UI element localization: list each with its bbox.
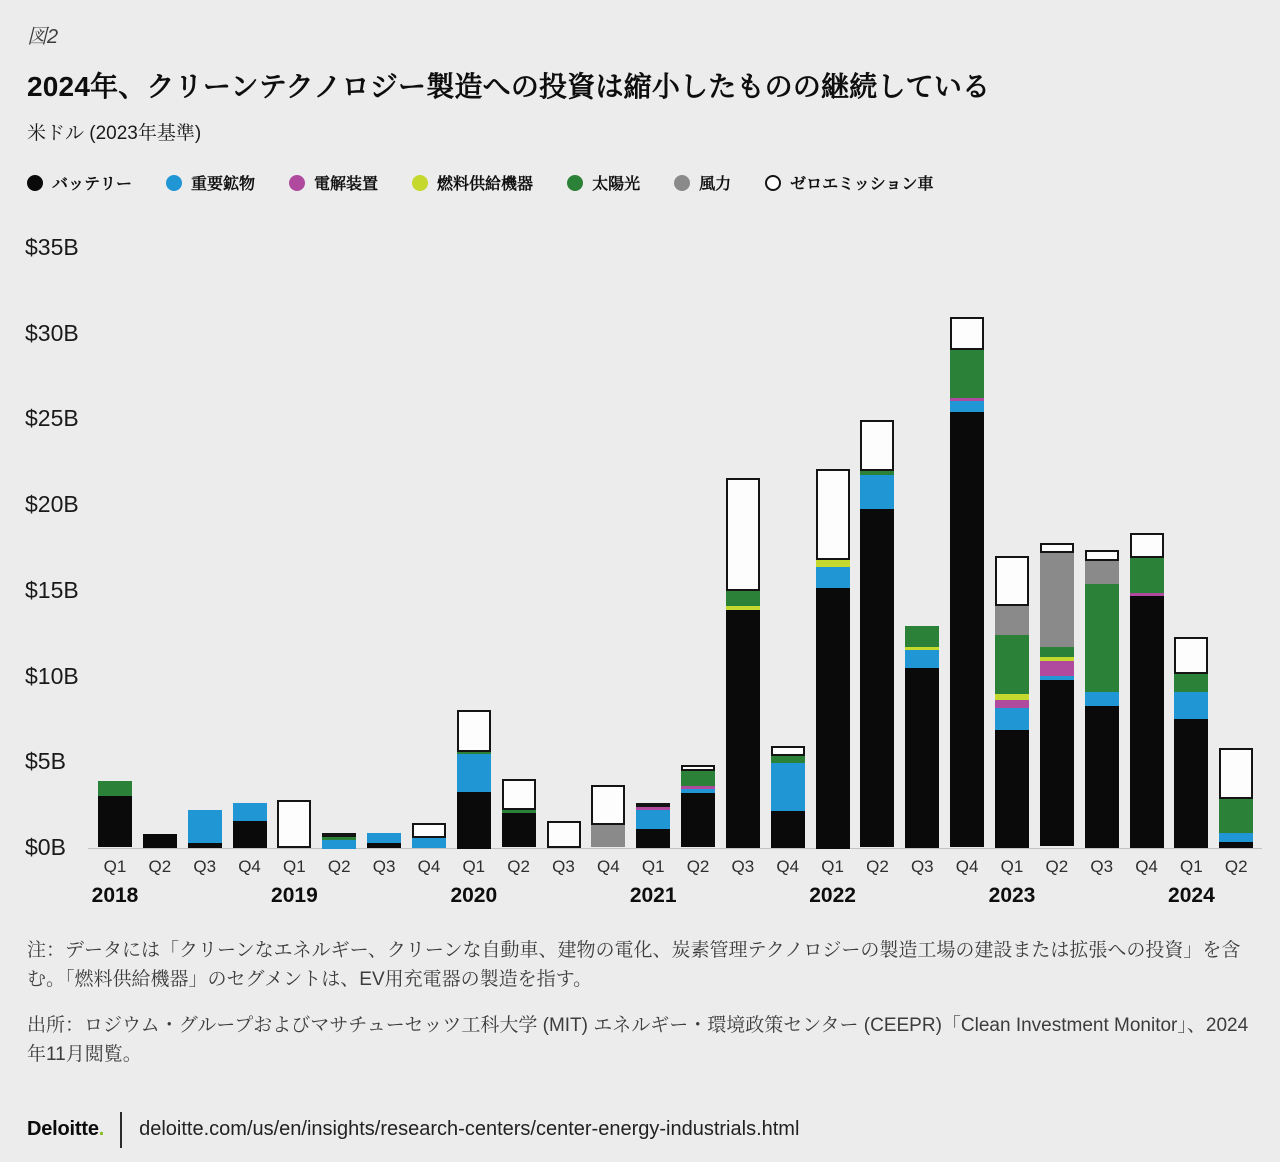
- bar-2021-q4: [771, 746, 805, 848]
- bar-2020-q3: [547, 821, 581, 848]
- legend-item-wind: [674, 171, 731, 194]
- fueling-swatch-icon: [412, 175, 428, 191]
- segment-minerals: [188, 810, 222, 843]
- segment-battery: [1219, 842, 1253, 848]
- legend-item-battery: [27, 171, 132, 194]
- bar-2020-q1: [457, 710, 491, 848]
- segment-solar: [1219, 799, 1253, 833]
- x-axis-year-label: 2021: [629, 884, 677, 907]
- x-axis-quarter-label: Q3: [731, 857, 755, 876]
- x-axis-quarter-label: Q3: [372, 857, 396, 876]
- segment-minerals: [816, 567, 850, 588]
- x-axis-quarter-label: Q3: [910, 857, 934, 876]
- x-axis-quarter-label: Q2: [148, 857, 172, 876]
- bar-2019-q1: [277, 800, 311, 848]
- chart-source: 出所：ロジウム・グループおよびマサチューセッツ工科大学 (MIT) エネルギー・環境政策センター (CEEPR)「Clean Investment Monitor」、2024年11月閲覧。: [27, 1014, 1249, 1066]
- y-axis-tick-label: $15B: [25, 576, 79, 603]
- legend-label: バッテリー: [52, 176, 133, 193]
- x-axis-year-label: 2022: [809, 884, 856, 907]
- segment-zev: [950, 317, 984, 350]
- page-title: 2024年、クリーンテクノロジー製造への投資は縮小したものの継続している: [27, 71, 991, 102]
- y-axis-tick-label: $10B: [25, 662, 79, 689]
- segment-minerals: [1219, 833, 1253, 842]
- x-axis-year-label: 2023: [988, 884, 1036, 907]
- x-axis-line: [88, 848, 1262, 849]
- x-axis-quarter-label: Q4: [955, 857, 979, 876]
- segment-battery: [233, 821, 267, 848]
- x-axis-quarter-label: Q1: [821, 857, 844, 876]
- footer-divider: [120, 1112, 122, 1148]
- bar-2023-q1: [995, 556, 1029, 848]
- segment-minerals: [412, 838, 446, 848]
- segment-solar: [950, 350, 984, 398]
- segment-battery: [950, 412, 984, 847]
- legend-item-solar: [567, 171, 640, 194]
- x-axis-quarter-label: Q1: [1180, 857, 1203, 876]
- x-axis-quarter-label: Q1: [641, 857, 665, 876]
- bar-2021-q2: [681, 765, 715, 848]
- segment-minerals: [995, 708, 1029, 730]
- segment-battery: [681, 793, 715, 847]
- segment-zev: [1219, 748, 1253, 799]
- report-footer: [27, 1112, 1253, 1148]
- legend-label: 重要鉱物: [191, 176, 256, 193]
- segment-zev: [995, 556, 1029, 606]
- segment-solar: [1040, 647, 1074, 657]
- report-header: [0, 0, 1280, 194]
- segment-minerals: [233, 803, 267, 821]
- segment-solar: [1130, 558, 1164, 593]
- segment-zev: [1130, 533, 1164, 558]
- segment-battery: [860, 509, 894, 847]
- bar-2022-q3: [905, 626, 939, 848]
- x-axis-quarter-label: Q2: [327, 857, 351, 876]
- segment-battery: [188, 843, 222, 848]
- segment-battery: [726, 610, 760, 848]
- x-axis-quarter-label: Q1: [1000, 857, 1024, 876]
- x-axis-quarter-label: Q4: [238, 857, 261, 876]
- legend-label: ゼロエミッション車: [790, 176, 934, 193]
- segment-fueling: [816, 560, 850, 567]
- segment-wind: [591, 825, 625, 847]
- bar-2021-q1: [636, 803, 670, 848]
- segment-battery: [1040, 680, 1074, 846]
- segment-battery: [143, 834, 177, 848]
- bar-2018-q1: [98, 781, 132, 848]
- segment-battery: [502, 813, 536, 847]
- segment-wind: [995, 606, 1029, 635]
- x-axis-year-label: 2018: [91, 884, 139, 907]
- legend-label: 電解装置: [314, 176, 379, 193]
- wind-swatch-icon: [674, 175, 690, 191]
- segment-zev: [726, 478, 760, 591]
- chart: [0, 198, 1280, 910]
- segment-minerals: [322, 840, 356, 849]
- deloitte-logo: [27, 1118, 104, 1141]
- segment-zev: [457, 710, 491, 752]
- segment-solar: [771, 756, 805, 763]
- legend-label: 燃料供給機器: [437, 176, 534, 193]
- x-axis-year-label: 2024: [1168, 884, 1215, 907]
- segment-zev: [1174, 637, 1208, 674]
- segment-minerals: [905, 650, 939, 668]
- x-axis-quarter-label: Q1: [283, 857, 306, 876]
- bar-2020-q2: [502, 779, 536, 848]
- bar-2022-q2: [860, 420, 894, 848]
- bar-2018-q2: [143, 834, 177, 848]
- chart-legend: [27, 171, 1253, 194]
- y-axis-tick-label: $35B: [25, 234, 79, 260]
- legend-item-fueling: [412, 171, 533, 194]
- segment-minerals: [860, 475, 894, 509]
- footer-url-link[interactable]: deloitte.com/us/en/insights/research-centers/center-energy-industrials.html: [139, 1118, 800, 1141]
- solar-swatch-icon: [567, 175, 583, 191]
- chart-subtitle: 米ドル (2023年基準): [27, 123, 202, 144]
- bar-2022-q1: [816, 469, 850, 848]
- segment-minerals: [636, 810, 670, 829]
- logo-green-dot: .: [98, 1118, 105, 1141]
- segment-battery: [457, 792, 491, 849]
- segment-minerals: [457, 754, 491, 792]
- bar-2018-q4: [233, 803, 267, 848]
- segment-zev: [502, 779, 536, 810]
- x-axis-quarter-label: Q4: [776, 857, 800, 876]
- minerals-swatch-icon: [166, 175, 182, 191]
- y-axis-tick-label: $30B: [25, 319, 79, 346]
- segment-solar: [681, 771, 715, 786]
- segment-zev: [1085, 550, 1119, 561]
- x-axis-quarter-label: Q4: [1135, 857, 1158, 876]
- segment-zev: [591, 785, 625, 825]
- bar-2024-q2: [1219, 748, 1253, 848]
- x-axis-quarter-label: Q3: [193, 857, 217, 876]
- y-axis-tick-label: $0B: [25, 834, 66, 860]
- segment-battery: [636, 829, 670, 848]
- logo-wordmark: Deloitte: [27, 1118, 99, 1141]
- bar-2018-q3: [188, 810, 222, 848]
- segment-zev: [860, 420, 894, 471]
- segment-battery: [905, 668, 939, 848]
- x-axis-quarter-label: Q4: [597, 857, 620, 876]
- legend-item-electrolyzer: [289, 171, 378, 194]
- x-axis-year-label: 2020: [450, 884, 498, 907]
- segment-minerals: [771, 763, 805, 811]
- x-axis-quarter-label: Q3: [1090, 857, 1114, 876]
- y-axis-tick-label: $5B: [25, 748, 66, 775]
- electrolyzer-swatch-icon: [289, 175, 305, 191]
- x-axis-quarter-label: Q2: [686, 857, 710, 876]
- bar-2021-q3: [726, 478, 760, 848]
- segment-solar: [905, 626, 939, 647]
- x-axis-quarter-label: Q1: [103, 857, 127, 876]
- zev-swatch-icon: [765, 175, 781, 191]
- segment-battery: [98, 796, 132, 847]
- segment-minerals: [950, 401, 984, 412]
- x-axis-quarter-label: Q2: [1224, 857, 1248, 876]
- segment-solar: [1174, 674, 1208, 692]
- x-axis-quarter-label: Q3: [552, 857, 575, 876]
- bar-2020-q4: [591, 785, 625, 848]
- x-axis-year-label: 2019: [271, 884, 318, 907]
- segment-electrolyzer: [1040, 661, 1074, 676]
- x-axis-quarter-label: Q2: [866, 857, 889, 876]
- bar-2022-q4: [950, 317, 984, 848]
- bar-2019-q4: [412, 823, 446, 848]
- x-axis-quarter-label: Q2: [1045, 857, 1069, 876]
- bar-2019-q3: [367, 833, 401, 848]
- legend-label: 太陽光: [592, 176, 641, 193]
- segment-battery: [1174, 719, 1208, 848]
- segment-wind: [1085, 561, 1119, 584]
- segment-solar: [98, 781, 132, 796]
- segment-zev: [547, 821, 581, 848]
- y-axis-tick-label: $25B: [25, 405, 79, 432]
- segment-battery: [771, 811, 805, 848]
- bar-2023-q3: [1085, 550, 1119, 848]
- segment-zev: [277, 800, 311, 848]
- x-axis-quarter-label: Q1: [462, 857, 486, 876]
- x-axis-quarter-label: Q4: [417, 857, 441, 876]
- segment-zev: [412, 823, 446, 838]
- segment-wind: [1040, 553, 1074, 647]
- battery-swatch-icon: [27, 175, 43, 191]
- segment-battery: [995, 730, 1029, 848]
- segment-minerals: [1174, 692, 1208, 719]
- y-axis-tick-label: $20B: [25, 491, 79, 518]
- bar-2023-q4: [1130, 533, 1164, 848]
- segment-battery: [367, 843, 401, 848]
- legend-item-minerals: [166, 171, 255, 194]
- segment-zev: [771, 746, 805, 756]
- bar-2023-q2: [1040, 543, 1074, 848]
- segment-battery: [1085, 706, 1119, 848]
- segment-solar: [995, 635, 1029, 694]
- segment-solar: [1085, 584, 1119, 692]
- segment-zev: [1040, 543, 1074, 553]
- bar-2019-q2: [322, 833, 356, 848]
- x-axis-quarter-label: Q2: [507, 857, 530, 876]
- segment-minerals: [367, 833, 401, 843]
- segment-minerals: [1085, 692, 1119, 706]
- legend-label: 風力: [699, 176, 732, 193]
- bar-2024-q1: [1174, 637, 1208, 848]
- legend-item-zev: [765, 171, 933, 194]
- figure-kicker: 図2: [27, 26, 59, 48]
- segment-electrolyzer: [995, 700, 1029, 708]
- segment-solar: [726, 591, 760, 606]
- segment-zev: [816, 469, 850, 560]
- segment-battery: [1130, 596, 1164, 848]
- segment-battery: [816, 588, 850, 849]
- chart-note: 注：データには「クリーンなエネルギー、クリーンな自動車、建物の電化、炭素管理テクノロジーの製造工場の建設または拡張への投資」を含む。「燃料供給機器」のセグメントは、EV用充電器の製造を指す。: [27, 940, 1241, 991]
